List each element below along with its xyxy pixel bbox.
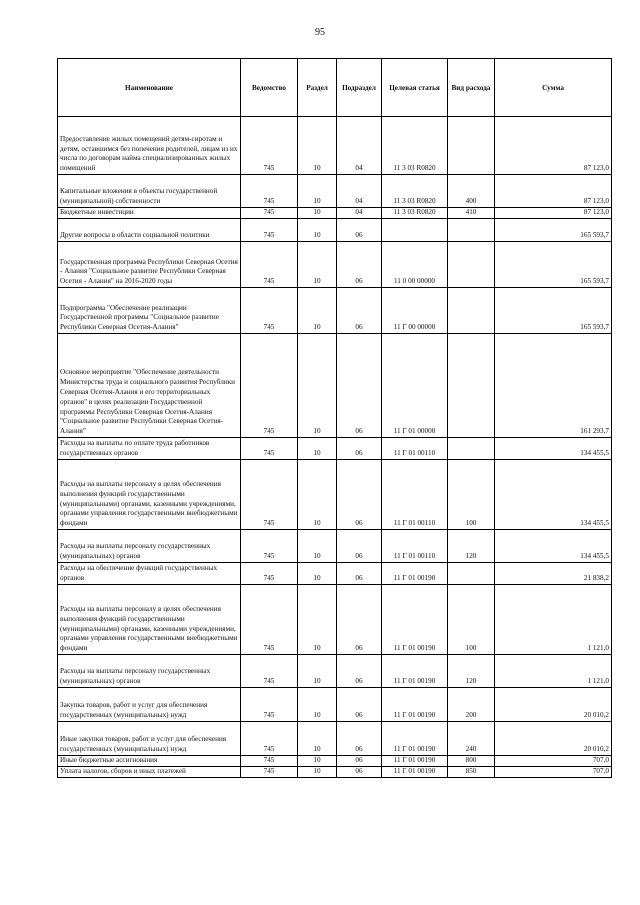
- row-dept: 745: [241, 460, 298, 530]
- row-section: 10: [298, 585, 337, 655]
- row-dept: 745: [241, 117, 298, 175]
- row-target: 11 Г 01 00190: [382, 756, 448, 767]
- row-dept: 745: [241, 334, 298, 438]
- row-section: 10: [298, 219, 337, 242]
- row-sum: 707,0: [495, 756, 612, 767]
- row-exp-type: [448, 288, 495, 334]
- header-name: Наименование: [58, 59, 241, 117]
- row-exp-type: 240: [448, 722, 495, 756]
- row-name: Предоставление жилых помещений детям-сиротам и детям, оставшимся без попечения родителей, лицам из их числа по договорам найма специализированных жилых помещений: [58, 117, 241, 175]
- row-dept: 745: [241, 438, 298, 460]
- row-subsection: 06: [337, 655, 382, 688]
- row-section: 10: [298, 175, 337, 208]
- row-sum: 21 838,2: [495, 563, 612, 585]
- table-row: [58, 756, 612, 767]
- row-dept: 745: [241, 175, 298, 208]
- table-row: [58, 175, 612, 208]
- row-sum: 161 293,7: [495, 334, 612, 438]
- row-subsection: 04: [337, 175, 382, 208]
- row-name: Расходы на выплаты персоналу в целях обеспечения выполнения функций государственными (муниципальными) органами, казенными учреждениями, органами управления государственными внебюджетными фондами: [58, 460, 241, 530]
- table-row: [58, 242, 612, 288]
- row-sum: 87 123,0: [495, 208, 612, 219]
- row-subsection: 06: [337, 334, 382, 438]
- row-sum: 707,0: [495, 767, 612, 778]
- table-row: [58, 438, 612, 460]
- row-sum: 165 593,7: [495, 219, 612, 242]
- row-section: 10: [298, 756, 337, 767]
- row-sum: 165 593,7: [495, 288, 612, 334]
- table-row: [58, 208, 612, 219]
- row-exp-type: 100: [448, 585, 495, 655]
- row-exp-type: 200: [448, 688, 495, 722]
- row-dept: 745: [241, 767, 298, 778]
- row-name: Государственная программа Республики Северная Осетия - Алания "Социальное развитие Республики Северная Осетия - Алания" на 2016-2020 годы: [58, 242, 241, 288]
- row-subsection: 06: [337, 438, 382, 460]
- row-dept: 745: [241, 219, 298, 242]
- row-section: 10: [298, 208, 337, 219]
- row-target: 11 Г 01 00190: [382, 722, 448, 756]
- row-exp-type: 120: [448, 655, 495, 688]
- row-name: Уплата налогов, сборов и иных платежей: [58, 767, 241, 778]
- table-row: [58, 334, 612, 438]
- row-sum: 165 593,7: [495, 242, 612, 288]
- row-target: 11 3 03 R0820: [382, 175, 448, 208]
- row-target: 11 Г 00 00000: [382, 288, 448, 334]
- row-name: Расходы на выплаты персоналу государственных (муниципальных) органов: [58, 530, 241, 563]
- row-name: Другие вопросы в области социальной политики: [58, 219, 241, 242]
- row-dept: 745: [241, 530, 298, 563]
- row-name: Основное мероприятие "Обеспечение деятельности Министерства труда и социального развития Республики Северная Осетия-Алания и его территориальных органов" в целях реализации Государственной программы Республики Северная Осетия-Алания "Социальное развитие Республики Северная Осетия-Алания": [58, 334, 241, 438]
- table-row: [58, 655, 612, 688]
- row-exp-type: [448, 219, 495, 242]
- row-name: Иные закупки товаров, работ и услуг для обеспечения государственных (муниципальных) нужд: [58, 722, 241, 756]
- row-name: Капитальные вложения в объекты государственной (муниципальной) собственности: [58, 175, 241, 208]
- row-section: 10: [298, 438, 337, 460]
- row-sum: 87 123,0: [495, 175, 612, 208]
- row-dept: 745: [241, 655, 298, 688]
- row-target: 11 Г 01 00110: [382, 530, 448, 563]
- row-target: 11 Г 01 00190: [382, 767, 448, 778]
- row-section: 10: [298, 563, 337, 585]
- row-target: 11 Г 01 00190: [382, 585, 448, 655]
- table-row: [58, 288, 612, 334]
- row-sum: 20 010,2: [495, 722, 612, 756]
- row-section: 10: [298, 530, 337, 563]
- row-exp-type: [448, 334, 495, 438]
- row-dept: 745: [241, 722, 298, 756]
- row-exp-type: 400: [448, 175, 495, 208]
- row-exp-type: 410: [448, 208, 495, 219]
- row-name: Расходы на выплаты по оплате труда работников государственных органов: [58, 438, 241, 460]
- row-sum: 1 121,0: [495, 585, 612, 655]
- row-exp-type: [448, 117, 495, 175]
- row-dept: 745: [241, 756, 298, 767]
- row-section: 10: [298, 334, 337, 438]
- row-sum: 1 121,0: [495, 655, 612, 688]
- row-section: 10: [298, 722, 337, 756]
- row-name: Расходы на выплаты персоналу в целях обеспечения выполнения функций государственными (муниципальными) органами, казенными учреждениями, органами управления государственными внебюджетными фондами: [58, 585, 241, 655]
- row-name: Закупка товаров, работ и услуг для обеспечения государственных (муниципальных) нужд: [58, 688, 241, 722]
- row-subsection: 06: [337, 585, 382, 655]
- row-subsection: 06: [337, 460, 382, 530]
- table-header-row: [58, 59, 612, 117]
- header-dept: Ведомство: [241, 59, 298, 117]
- row-exp-type: [448, 242, 495, 288]
- row-name: Расходы на обеспечение функций государственных органов: [58, 563, 241, 585]
- row-target: 11 3 03 R0820: [382, 117, 448, 175]
- row-exp-type: 120: [448, 530, 495, 563]
- row-section: 10: [298, 117, 337, 175]
- row-section: 10: [298, 688, 337, 722]
- row-subsection: 04: [337, 117, 382, 175]
- row-subsection: 06: [337, 563, 382, 585]
- row-target: 11 Г 01 00000: [382, 334, 448, 438]
- row-name: Подпрограмма "Обеспечение реализации Государственной программы "Социальное развитие Республики Северная Осетия-Алания": [58, 288, 241, 334]
- row-target: 11 0 00 00000: [382, 242, 448, 288]
- row-subsection: 06: [337, 756, 382, 767]
- row-name: Иные бюджетные ассигнования: [58, 756, 241, 767]
- table-row: [58, 563, 612, 585]
- row-subsection: 06: [337, 688, 382, 722]
- row-dept: 745: [241, 288, 298, 334]
- row-subsection: 06: [337, 219, 382, 242]
- row-sum: 87 123,0: [495, 117, 612, 175]
- table-row: [58, 530, 612, 563]
- row-subsection: 06: [337, 722, 382, 756]
- table-row: [58, 117, 612, 175]
- row-target: 11 Г 01 00190: [382, 655, 448, 688]
- row-section: 10: [298, 288, 337, 334]
- header-subsection: Подраздел: [337, 59, 382, 117]
- header-sum: Сумма: [495, 59, 612, 117]
- row-target: 11 Г 01 00190: [382, 563, 448, 585]
- row-section: 10: [298, 460, 337, 530]
- row-subsection: 06: [337, 242, 382, 288]
- table-row: [58, 219, 612, 242]
- table-row: [58, 722, 612, 756]
- table-row: [58, 767, 612, 778]
- row-dept: 745: [241, 208, 298, 219]
- row-exp-type: 850: [448, 767, 495, 778]
- row-exp-type: 800: [448, 756, 495, 767]
- row-subsection: 04: [337, 208, 382, 219]
- row-dept: 745: [241, 242, 298, 288]
- row-dept: 745: [241, 563, 298, 585]
- table-row: [58, 688, 612, 722]
- row-section: 10: [298, 767, 337, 778]
- row-subsection: 06: [337, 767, 382, 778]
- row-subsection: 06: [337, 530, 382, 563]
- budget-table: [57, 58, 612, 778]
- header-exp-type: Вид расхода: [448, 59, 495, 117]
- row-exp-type: 100: [448, 460, 495, 530]
- row-name: Расходы на выплаты персоналу государственных (муниципальных) органов: [58, 655, 241, 688]
- page-number: 95: [315, 27, 325, 38]
- row-section: 10: [298, 655, 337, 688]
- row-name: Бюджетные инвестиции: [58, 208, 241, 219]
- row-target: 11 Г 01 00190: [382, 688, 448, 722]
- row-sum: 20 010,2: [495, 688, 612, 722]
- row-sum: 134 455,5: [495, 530, 612, 563]
- row-section: 10: [298, 242, 337, 288]
- row-exp-type: [448, 563, 495, 585]
- row-exp-type: [448, 438, 495, 460]
- row-target: 11 Г 01 00110: [382, 438, 448, 460]
- row-target: 11 Г 01 00110: [382, 460, 448, 530]
- row-subsection: 06: [337, 288, 382, 334]
- table-row: [58, 585, 612, 655]
- header-target: Целевая статья: [382, 59, 448, 117]
- row-target: [382, 219, 448, 242]
- row-dept: 745: [241, 585, 298, 655]
- row-dept: 745: [241, 688, 298, 722]
- table-row: [58, 460, 612, 530]
- header-section: Раздел: [298, 59, 337, 117]
- row-sum: 134 455,5: [495, 438, 612, 460]
- row-sum: 134 455,5: [495, 460, 612, 530]
- row-target: 11 3 03 R0820: [382, 208, 448, 219]
